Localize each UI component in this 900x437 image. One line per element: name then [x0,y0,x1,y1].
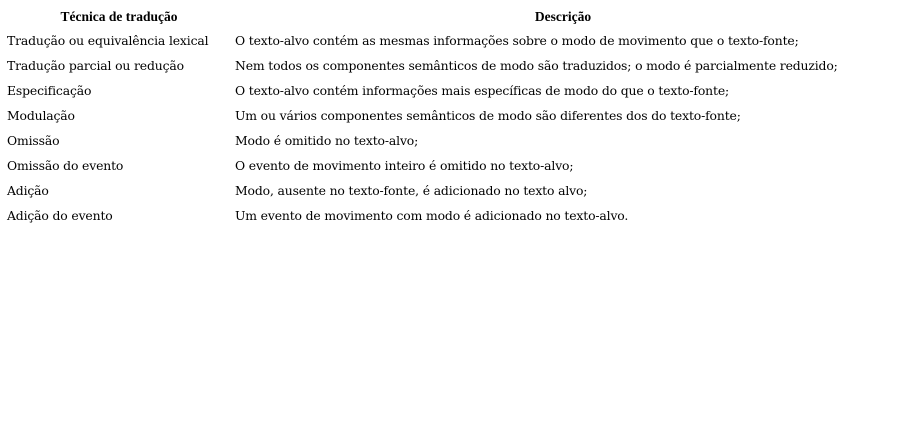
description-cell: O texto-alvo contém informações mais específicas de modo do que o texto-fonte; [235,83,730,98]
table-row [5,103,893,128]
description-cell: Um ou vários componentes semânticos de modo são diferentes dos do texto-fonte; [235,108,741,123]
description-cell: O evento de movimento inteiro é omitido no texto-alvo; [235,158,574,173]
table-row [5,53,893,78]
description-cell: Modo, ausente no texto-fonte, é adicionado no texto alvo; [235,183,588,198]
translation-techniques-table [5,6,893,228]
table-row [5,203,893,228]
table-header-row [5,6,893,28]
table-row [5,178,893,203]
technique-cell: Modulação [7,108,75,123]
description-cell: O texto-alvo contém as mesmas informações sobre o modo de movimento que o texto-fonte; [235,33,799,48]
technique-cell: Adição [7,183,49,198]
technique-cell: Omissão [7,133,60,148]
header-description: Descrição [534,9,592,24]
technique-cell: Tradução ou equivalência lexical [7,33,209,48]
technique-cell: Adição do evento [7,208,113,223]
description-cell: Modo é omitido no texto-alvo; [235,133,419,148]
table-row [5,128,893,153]
technique-cell: Tradução parcial ou redução [7,58,184,73]
header-technique: Técnica de tradução [60,9,178,24]
description-cell: Um evento de movimento com modo é adicionado no texto-alvo. [235,208,629,223]
technique-cell: Omissão do evento [7,158,124,173]
description-cell: Nem todos os componentes semânticos de modo são traduzidos; o modo é parcialmente reduzido; [235,58,838,73]
table-row [5,78,893,103]
technique-cell: Especificação [7,83,92,98]
table-row [5,153,893,178]
table-row [5,28,893,53]
